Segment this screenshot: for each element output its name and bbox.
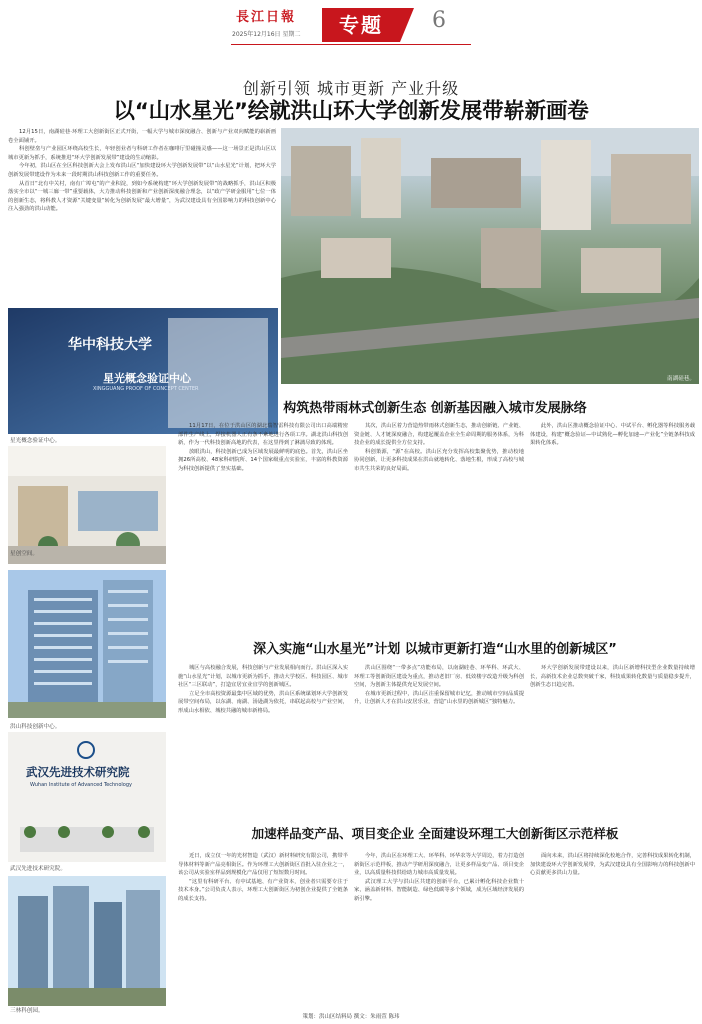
section-column bbox=[530, 664, 695, 690]
section-column bbox=[354, 852, 524, 904]
section-column bbox=[178, 852, 348, 904]
section-title: 深入实施“山水星光”计划 以城市更新打造“山水里的创新城区” bbox=[253, 642, 617, 657]
univ-sign: 华中科技大学 bbox=[68, 337, 152, 353]
section-title: 构筑热带雨林式创新生态 创新基因融入城市发展脉络 bbox=[283, 401, 587, 416]
kicker: 创新引领 城市更新 产业升级 bbox=[242, 79, 460, 98]
section-column bbox=[354, 664, 524, 707]
section-paragraph: 洪山区围绕“一带多点”功能布局，以南湖硅巷、环华科、环武大、环理工等创新街区建设为重点，推动老旧厂房、低效楼宇改造升级为科创空间，为创新主体提供充足发展空间。 bbox=[354, 665, 524, 689]
section-paragraph: “这里有科研平台、有中试基地、有产业资本，创业者只需要专注于技术本身。”公司负责人表示，环理工大创新街区为初创企业提供了全链条的成长支持。 bbox=[178, 878, 348, 902]
section-paragraph: 放眼洪山，科技创新已成为区域发展最鲜明的底色。首先，洪山区坐拥26所高校、48家科研院所、14个国家级重点实验室，丰富的科教资源为科技创新提供了坚实基础。 bbox=[178, 448, 348, 472]
section-paragraph: 城区与高校融合发展，科技创新与产业发展相向而行。洪山区深入实施“山水星光”计划，以城市更新为抓手，推动大学校区、科技园区、城市社区“三区联动”，打造宜居宜业宜学的创新城区。 bbox=[178, 665, 348, 689]
intro-paragraph: 今年初，洪山区在全区科技创新大会上发布洪山区“加快建设环大学创新发展带”以“山水星光”计划，把环大学创新发展带建设作为未来一段时期洪山科技创新工作的重要任务。 bbox=[8, 163, 276, 178]
photo-caption: 洪山科技创新中心。 bbox=[10, 724, 61, 730]
section-label: 专题 bbox=[322, 8, 400, 42]
tech-center-photo bbox=[8, 570, 166, 718]
section-paragraph: 科创策源，“源”在高校。洪山区充分发挥高校集聚优势，推动校地协同创新，让更多科技成果在洪山就地转化、落地生根，形成了高校与城市共生共荣的良好局面。 bbox=[354, 448, 524, 472]
section-column bbox=[530, 852, 695, 878]
section-paragraph: 面向未来，洪山区将持续深化校地合作，完善科技成果转化机制，加快建设环大学创新发展带，为武汉建设具有全国影响力的科技创新中心贡献更多洪山力量。 bbox=[530, 853, 695, 877]
page-footer: 策划：洪山区结料局 撰文：朱雨萱 陈玮 bbox=[302, 1014, 400, 1020]
photo-caption: 武汉先进技术研究院。 bbox=[10, 866, 66, 872]
wuhan-institute-photo bbox=[8, 732, 166, 862]
section-column bbox=[178, 422, 348, 474]
intro-column bbox=[8, 128, 276, 214]
section-paragraph: 环大学创新发展带建设以来，洪山区新增科技型企业数量持续增长，高新技术企业总数突破千家，科技成果转化数量与质量稳步提升，创新生态日趋完善。 bbox=[530, 665, 695, 689]
section-title: 加速样品变产品、项目变企业 全面建设环理工大创新街区示范样板 bbox=[251, 826, 619, 841]
section-paragraph: 近日，成立仅一年的光材智造（武汉）新材料研究有限公司，携带半导体材料等新产品亮相街区。作为环理工大创新街区首批入驻企业之一，该公司从实验室样品到规模化产品仅用了短短数月时间。 bbox=[178, 853, 348, 877]
sanlin-park-illustration bbox=[8, 876, 166, 1006]
photo-caption: 星创空间。 bbox=[10, 551, 38, 557]
section-paragraph: 今年，洪山区在环理工大、环华科、环华农等大学周边，着力打造创新街区示范样板，推动产学研用深度融合，让更多样品变产品、项目变企业，以高质量科技供给助力城市高质量发展。 bbox=[354, 853, 524, 877]
masthead-logo: 長江日報 bbox=[236, 10, 297, 25]
section-paragraph: 此外，洪山区推动概念验证中心、中试平台、孵化器等科技服务载体建设，构建“概念验证—中试熟化—孵化加速—产业化”全链条科技成果转化体系。 bbox=[530, 423, 695, 447]
masthead-date: 2025年12月16日 星期二 bbox=[232, 31, 301, 38]
star-center-sign: 星光概念验证中心 bbox=[103, 372, 191, 385]
star-center-sign-en: XINGGUANG PROOF OF CONCEPT CENTER bbox=[93, 386, 199, 392]
star-space-illustration bbox=[8, 446, 166, 564]
page-number: 6 bbox=[432, 8, 446, 33]
photo-caption: 三林科创园。 bbox=[10, 1008, 44, 1014]
section-column bbox=[530, 422, 695, 448]
photo-caption: 星光概念验证中心。 bbox=[10, 438, 61, 444]
section-paragraph: 武汉理工大学与洪山区共建的创新平台，已累计孵化科技企业数十家，涵盖新材料、智能制造、绿色低碳等多个领域，成为区域经济发展的新引擎。 bbox=[354, 878, 524, 902]
wuhan-institute-sign: 武汉先进技术研究院 bbox=[26, 765, 130, 779]
wuhan-institute-sign-en: Wuhan Institute of Advanced Technology bbox=[30, 782, 132, 788]
section-column bbox=[178, 664, 348, 716]
masthead-rule bbox=[231, 44, 471, 45]
section-column bbox=[354, 422, 524, 474]
intro-paragraph: 12月15日，南湖硅巷·环理工大创新街区正式开街，一幅大学与城市深度融合、创新与产业双向赋能的崭新画卷全面铺开。 bbox=[8, 129, 276, 144]
section-paragraph: 立足全市高校资源最集中区域的优势，洪山区系统谋划环大学创新发展带空间布局，以东湖、南湖、汤逊湖为依托，串联起高校与产业空间，形成山水相依、城校共融的城市新格局。 bbox=[178, 690, 348, 714]
aerial-campus-illustration bbox=[281, 128, 699, 384]
intro-paragraph: 从首日“北有中关村，南有广埠屯”的产业积淀，到如今系统构建“环大学创新发展带”的战略抓手，洪山区积极落实全市以“一城三廊一带”重要载体，大力推动科技创新和产业创新深度融合理念，以“政产学研金服用”七位一体的创新生态，将科教人才资源“关键变量”转化为创新发展“最大增量”，为武汉建设具有全国影响力的科技创新中心注入强劲的洪山动能。 bbox=[8, 180, 276, 213]
star-space-photo bbox=[8, 446, 166, 564]
sanlin-park-photo bbox=[8, 876, 166, 1006]
section-paragraph: 其次，洪山区着力营造热带雨林式创新生态，推动创新链、产业链、资金链、人才链深度融合，构建起覆盖企业全生命周期的服务体系，为科技企业的成长提供全方位支持。 bbox=[354, 423, 524, 447]
section-paragraph: 在城市更新过程中，洪山区注重保留城市记忆，推动城市空间品质提升，让创新人才在洪山安居乐业，营造“山水里的创新城区”独特魅力。 bbox=[354, 690, 524, 706]
tech-center-illustration bbox=[8, 570, 166, 718]
photo-caption: 南湖硅巷。 bbox=[667, 376, 695, 382]
headline: 以“山水星光”绘就洪山环大学创新发展带崭新画卷 bbox=[113, 99, 589, 124]
intro-paragraph: 科创壁垒与产业园区环绕高校生长，年轻创业者与科研工作者在咖啡厅里碰撞灵感——这一场景正是洪山区以城市更新为抓手，系统推进“环大学创新发展带”建设的生动缩影。 bbox=[8, 146, 276, 161]
aerial-campus-photo bbox=[281, 128, 699, 384]
section-paragraph: 11月17日，在位于洪山区的湖北瑞智雷科技有限公司出口高端精密部件生产线上，焊接机器人正有条不紊地进行各项工序。湖北洪山科技创新，作为一代科技创新高地的代表，在这里得到了淋漓尽致的体现。 bbox=[178, 423, 348, 447]
wuhan-institute-illustration bbox=[8, 732, 166, 862]
